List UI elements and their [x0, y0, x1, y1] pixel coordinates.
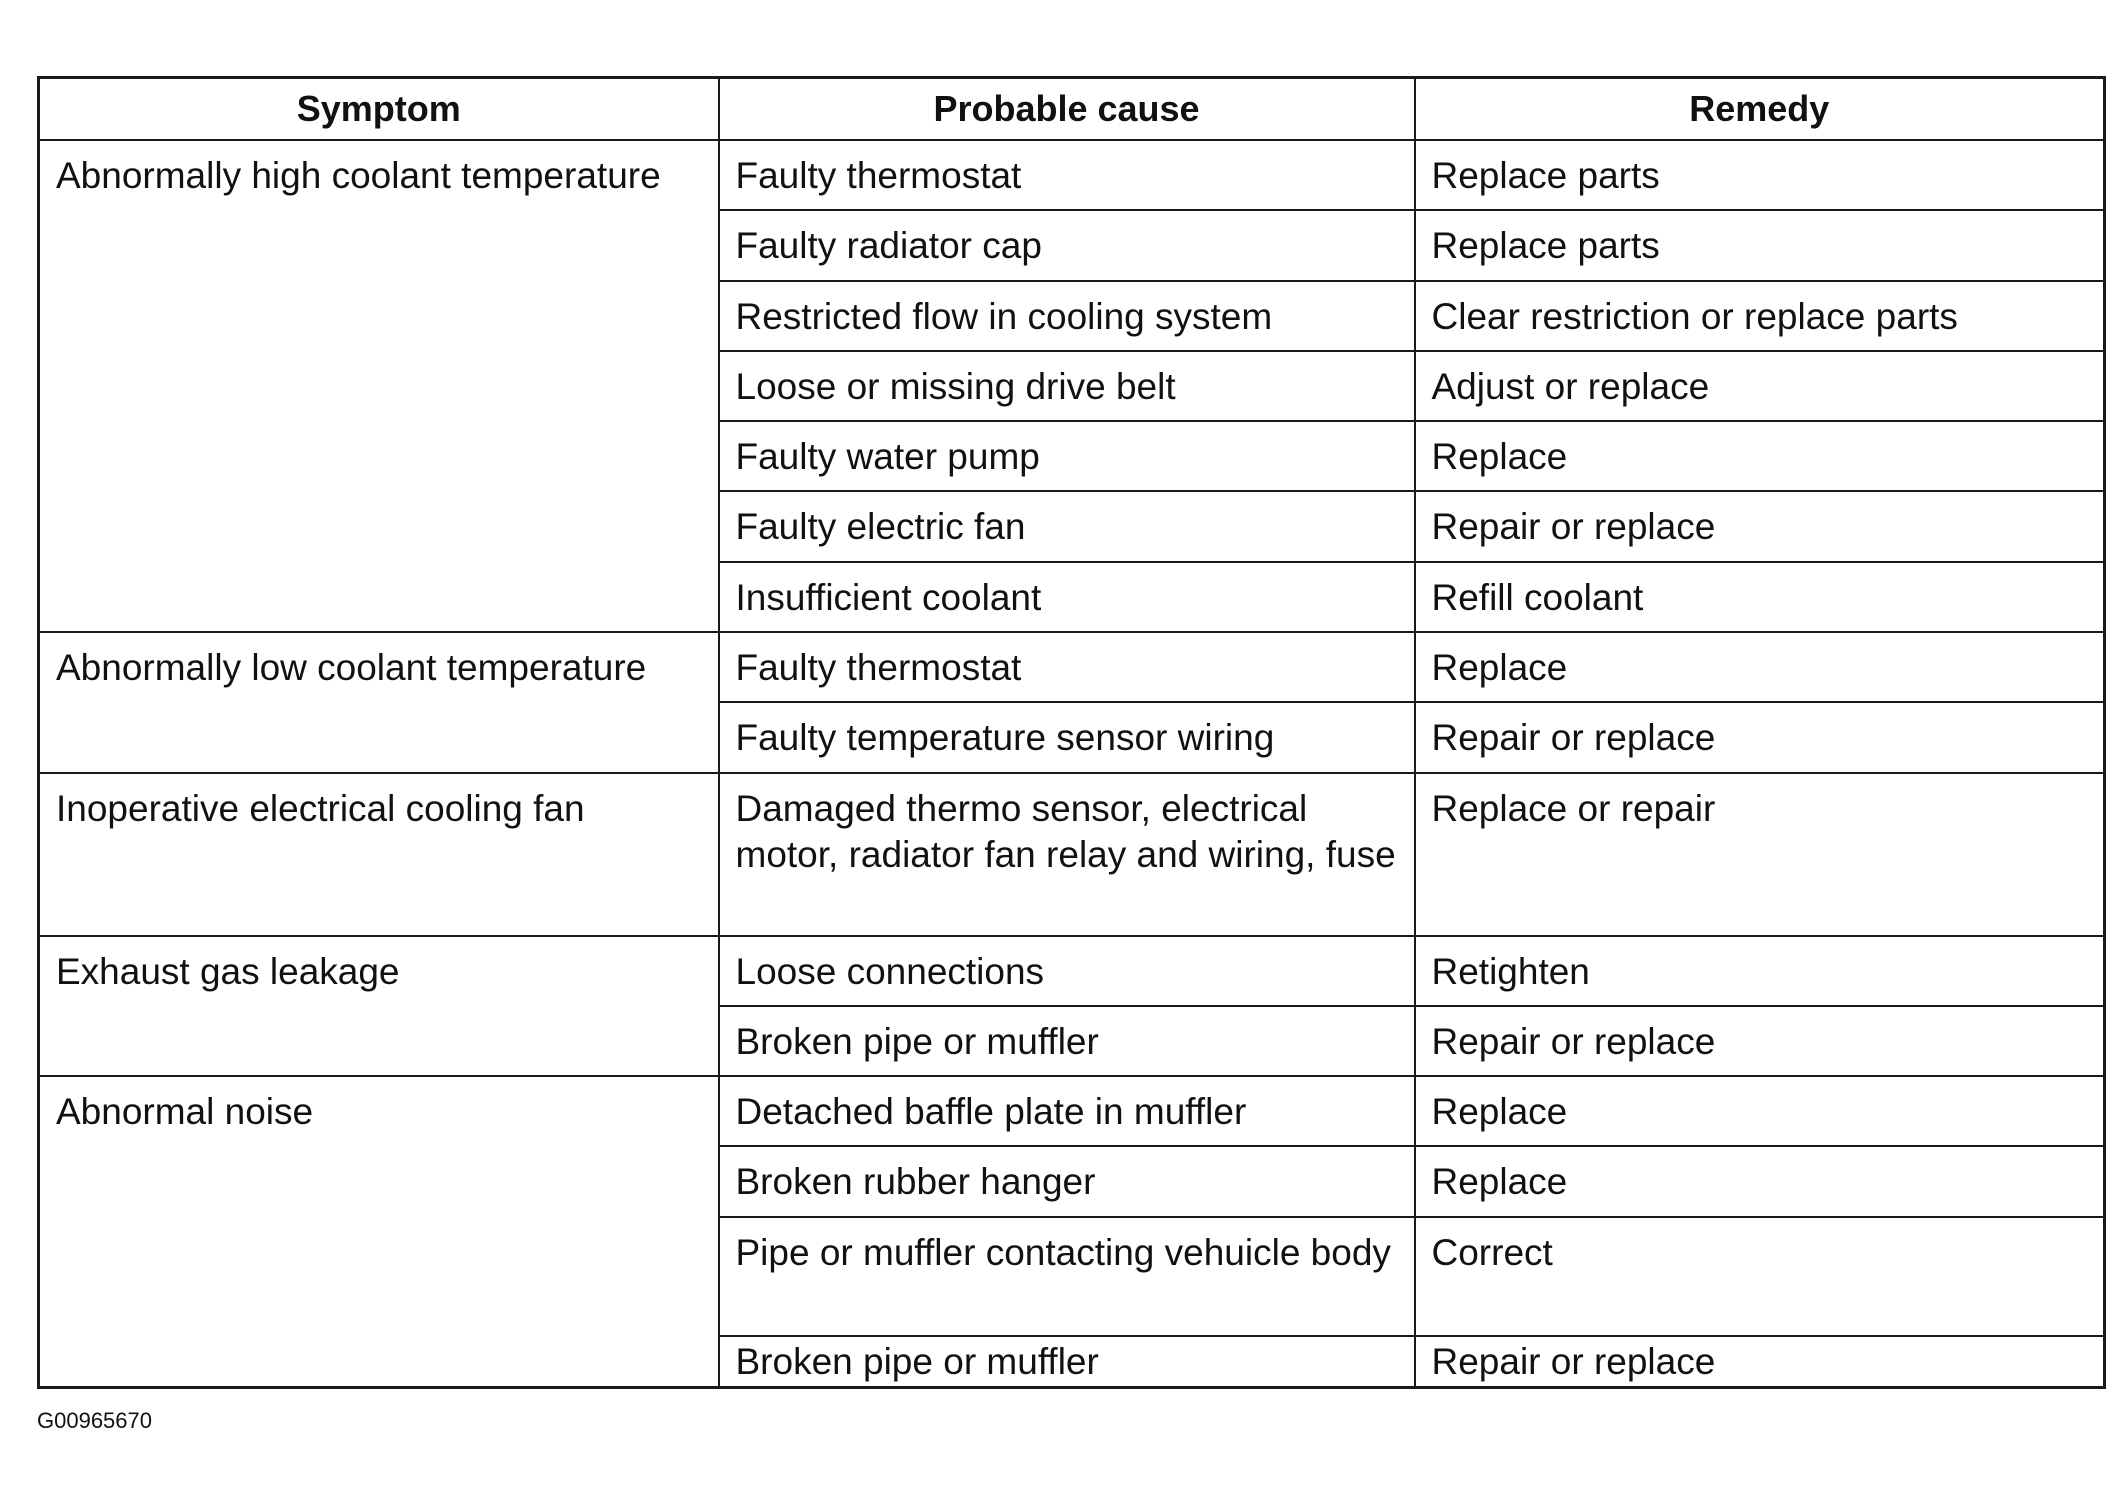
remedy-cell	[1415, 1006, 2105, 1076]
remedy-cell	[1415, 281, 2105, 351]
table-row	[39, 1076, 2105, 1146]
remedy-text: Replace or repair	[1431, 787, 1716, 829]
cause-text: Pipe or muffler contacting vehuicle body	[735, 1231, 1391, 1273]
cause-cell	[719, 632, 1415, 702]
cause-cell	[719, 210, 1415, 280]
remedy-text: Repair or replace	[1431, 717, 1716, 759]
cause-text: Insufficient coolant	[735, 576, 1042, 618]
cause-text: Broken pipe or muffler	[735, 1020, 1099, 1062]
troubleshooting-table	[37, 76, 2106, 1389]
remedy-cell	[1415, 421, 2105, 491]
remedy-cell	[1415, 1217, 2105, 1336]
remedy-text: Replace parts	[1431, 155, 1660, 196]
remedy-text: Refill coolant	[1431, 576, 1644, 618]
remedy-text: Replace parts	[1431, 225, 1660, 267]
remedy-cell	[1415, 210, 2105, 280]
symptom-cell	[39, 936, 719, 1077]
cause-cell	[719, 702, 1415, 772]
remedy-text: Replace	[1431, 1161, 1568, 1203]
cause-cell	[719, 562, 1415, 632]
cause-cell	[719, 936, 1415, 1006]
cause-cell	[719, 773, 1415, 936]
remedy-text: Replace	[1431, 436, 1568, 478]
header-remedy: Remedy	[1415, 78, 2105, 141]
cause-cell	[719, 140, 1415, 210]
remedy-cell	[1415, 1076, 2105, 1146]
symptom-text: Exhaust gas leakage	[56, 950, 400, 992]
cause-text: Broken pipe or muffler	[735, 1340, 1099, 1382]
cause-cell	[719, 1076, 1415, 1146]
cause-cell	[719, 351, 1415, 421]
cause-cell	[719, 1217, 1415, 1336]
cause-text: Restricted flow in cooling system	[735, 295, 1273, 337]
remedy-cell	[1415, 936, 2105, 1006]
remedy-text: Correct	[1431, 1231, 1553, 1273]
header-symptom: Symptom	[39, 78, 719, 141]
remedy-cell	[1415, 140, 2105, 210]
cause-text: Faulty radiator cap	[735, 225, 1042, 267]
remedy-cell	[1415, 562, 2105, 632]
remedy-text: Repair or replace	[1431, 506, 1716, 548]
remedy-text: Clear restriction or replace parts	[1431, 295, 1958, 337]
symptom-text: Inoperative electrical cooling fan	[56, 787, 585, 829]
cause-text: Faulty temperature sensor wiring	[735, 717, 1275, 759]
cause-text: Detached baffle plate in muffler	[735, 1091, 1247, 1133]
symptom-text: Abnormal noise	[56, 1091, 314, 1133]
remedy-cell	[1415, 491, 2105, 561]
remedy-text: Adjust or replace	[1431, 365, 1710, 407]
remedy-cell	[1415, 773, 2105, 936]
header-probable-cause: Probable cause	[719, 78, 1415, 141]
cause-text: Faulty water pump	[735, 436, 1040, 478]
remedy-text: Repair or replace	[1431, 1020, 1716, 1062]
remedy-text: Replace	[1431, 646, 1568, 688]
table-row	[39, 936, 2105, 1006]
header-row	[39, 78, 2105, 141]
cause-text: Faulty thermostat	[735, 155, 1022, 196]
symptom-text: Abnormally low coolant temperature	[56, 646, 647, 688]
symptom-cell	[39, 773, 719, 936]
cause-cell	[719, 1146, 1415, 1216]
table-row	[39, 773, 2105, 936]
cause-cell	[719, 421, 1415, 491]
cause-text: Faulty electric fan	[735, 506, 1026, 548]
symptom-cell	[39, 1076, 719, 1387]
cause-text: Broken rubber hanger	[735, 1161, 1096, 1203]
cause-cell	[719, 1336, 1415, 1388]
remedy-cell	[1415, 1336, 2105, 1388]
cause-cell	[719, 1006, 1415, 1076]
remedy-cell	[1415, 1146, 2105, 1216]
table-row	[39, 140, 2105, 210]
cause-text: Loose or missing drive belt	[735, 365, 1176, 407]
symptom-text: Abnormally high coolant temperature	[56, 155, 661, 196]
remedy-cell	[1415, 351, 2105, 421]
table-row	[39, 632, 2105, 702]
remedy-cell	[1415, 702, 2105, 772]
symptom-cell	[39, 632, 719, 773]
symptom-cell	[39, 140, 719, 632]
remedy-text: Retighten	[1431, 950, 1590, 992]
remedy-cell	[1415, 632, 2105, 702]
remedy-text: Replace	[1431, 1091, 1568, 1133]
cause-text: Damaged thermo sensor, electrical motor, radiator fan relay and wiring, fuse	[735, 787, 1396, 875]
cause-text: Loose connections	[735, 950, 1045, 992]
figure-id-label: G00965670	[37, 1408, 152, 1433]
cause-cell	[719, 281, 1415, 351]
remedy-text: Repair or replace	[1431, 1340, 1716, 1382]
cause-cell	[719, 491, 1415, 561]
cause-text: Faulty thermostat	[735, 646, 1022, 688]
